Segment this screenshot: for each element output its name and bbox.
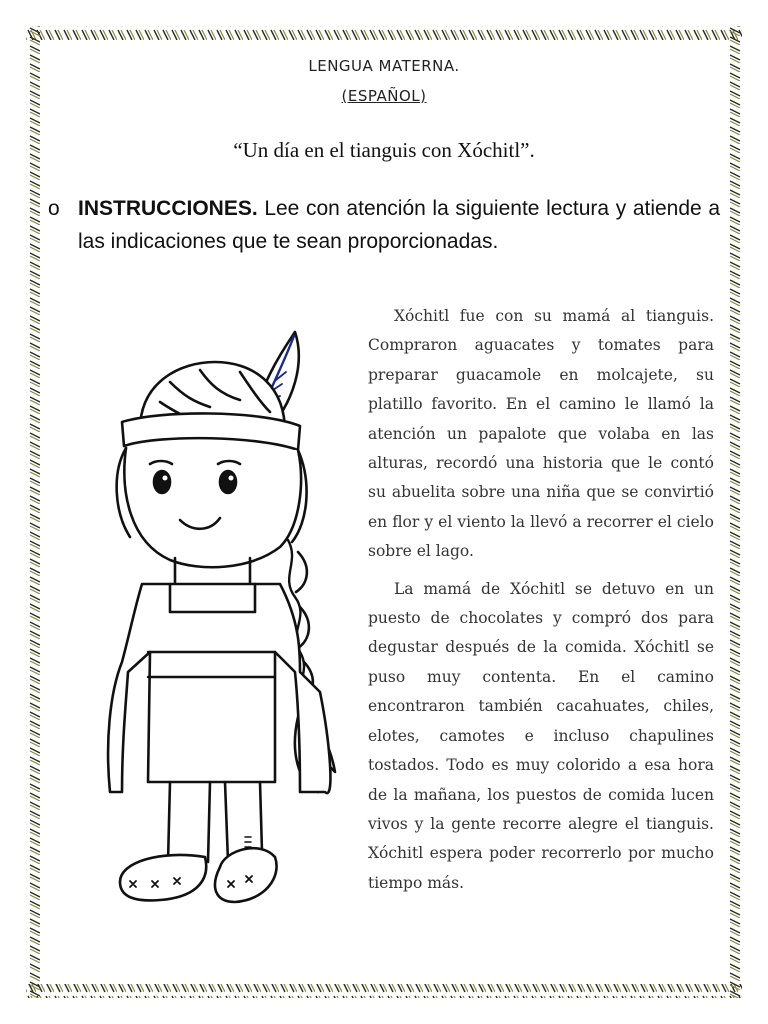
instructions-label: INSTRUCCIONES. (78, 197, 258, 220)
reading-passage (368, 302, 714, 898)
reading-paragraph-1: Xóchitl fue con su mamá al tianguis. Compraron aguacates y tomates para preparar guacamole en molcajete, su platillo favorito. En el camino le llamó la atención un papalote que volaba en las alturas, recordó una historia que le contó su abuelita sobre una niña que se convirtió en flor y el viento la llevó a recorrer el cielo sobre el lago. (368, 307, 714, 561)
instructions-block (48, 192, 720, 258)
reading-paragraph-2: La mamá de Xóchitl se detuvo en un puesto de chocolates y compró dos para degustar después de la comida. Xóchitl se puso muy contenta. En el camino encontraron también cacahuates, chiles, elotes, camotes e incluso chapulines tostados. Todo es muy colorido a esa hora de la mañana, los puestos de comida lucen vivos y la gente recorre alegre el tianguis. Xóchitl espera poder recorrerlo por mucho tiempo más. (368, 579, 714, 892)
subject-heading: LENGUA MATERNA. (308, 57, 460, 75)
reading-title: “Un día en el tianguis con Xóchitl”. (233, 138, 535, 162)
language-subheading: (ESPAÑOL) (341, 87, 427, 105)
girl-with-feather-illustration (100, 322, 350, 920)
instructions-text (78, 192, 720, 258)
bullet-icon: o (48, 197, 60, 220)
instructions-body: Lee con atención la siguiente lectura y atiende a las indicaciones que te sean proporcionadas. (78, 197, 721, 253)
